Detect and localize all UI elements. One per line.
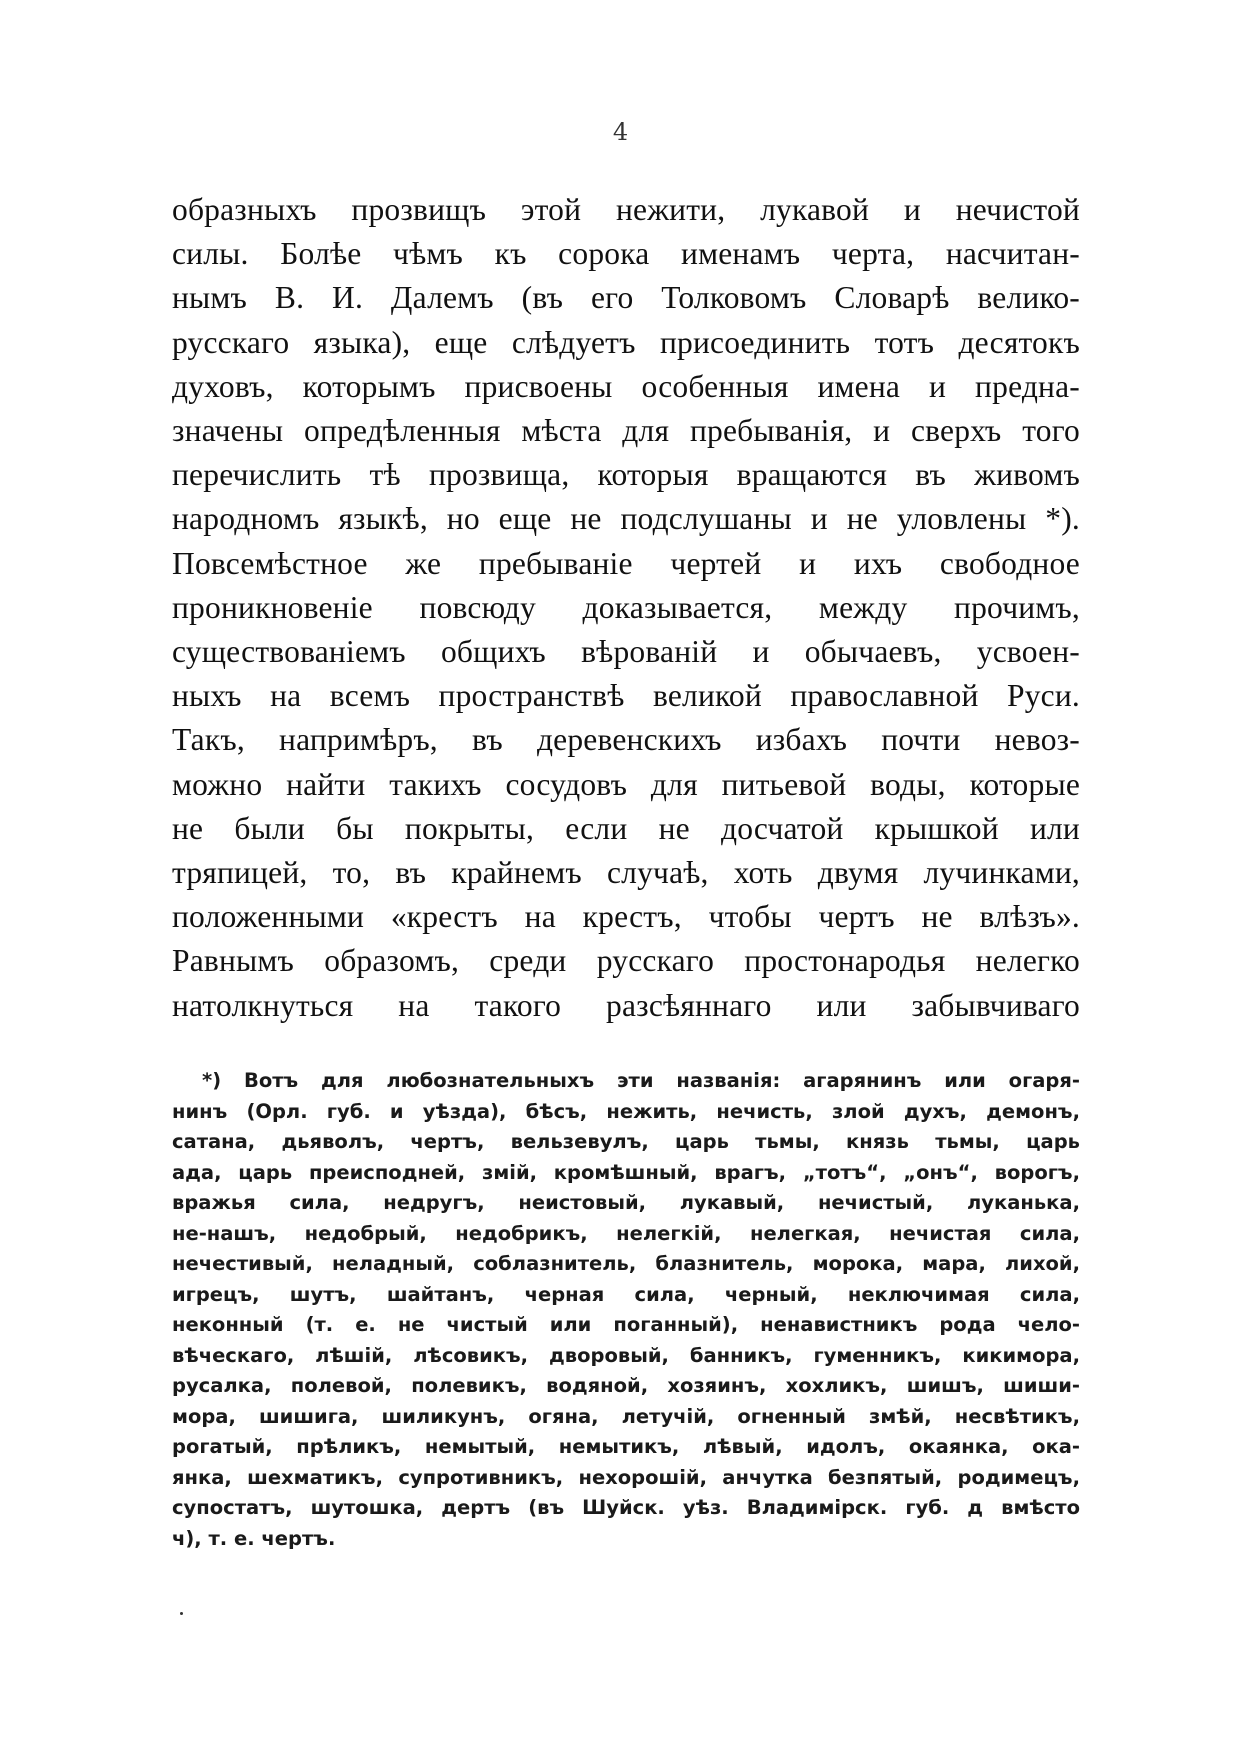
text-line: силы. Болѣе чѣмъ къ сорока именамъ черта, насчитан-	[172, 236, 1080, 272]
footnote-line: неконный (т. е. не чистый или поганный), ненавистникъ рода чело-	[172, 1313, 1080, 1336]
text-line: русскаго языка), еще слѣдуетъ присоединить тотъ десятокъ	[172, 324, 1080, 360]
footnote-line: нинъ (Орл. губ. и уѣзда), бѣсъ, нежить, нечисть, злой духъ, демонъ,	[172, 1099, 1080, 1123]
text-line: Такъ, напримѣръ, въ деревенскихъ избахъ почти невоз-	[172, 722, 1080, 758]
footnote-line: вѣческаго, лѣшій, лѣсовикъ, дворовый, банникъ, гуменникъ, кикимора,	[172, 1343, 1080, 1367]
footnote-line: вражья сила, недругъ, неистовый, лукавый, нечистый, луканька,	[172, 1191, 1080, 1214]
text-line: значены опредѣленныя мѣста для пребыванія, и сверхъ того	[172, 413, 1080, 449]
footnote-line: игрецъ, шутъ, шайтанъ, черная сила, черный, неключимая сила,	[172, 1282, 1080, 1306]
text-line: нымъ В. И. Далемъ (въ его Толковомъ Словарѣ велико-	[172, 280, 1080, 316]
text-line: положенными «крестъ на крестъ, чтобы чертъ не влѣзъ».	[172, 899, 1080, 935]
text-line: Равнымъ образомъ, среди русскаго простонародья нелегко	[172, 943, 1080, 979]
footnote-line: ч), т. е. чертъ.	[172, 1526, 336, 1550]
text-line: перечислить тѣ прозвища, которыя вращаются въ живомъ	[172, 457, 1080, 493]
text-line: духовъ, которымъ присвоены особенныя имена и предна-	[172, 368, 1080, 404]
text-line: тряпицей, то, въ крайнемъ случаѣ, хоть двумя лучинками,	[172, 855, 1080, 891]
page-number: 4	[612, 118, 629, 146]
text-line: образныхъ прозвищъ этой нежити, лукавой и нечистой	[172, 192, 1080, 227]
ink-dot	[180, 1612, 183, 1615]
footnote-line: ада, царь преисподней, змій, кромѣшный, врагъ, „тотъ“, „онъ“, ворогъ,	[172, 1160, 1080, 1184]
footnote	[172, 1066, 1080, 1554]
text-line: существованіемъ общихъ вѣрованій и обычаевъ, усвоен-	[172, 634, 1080, 670]
text-line: народномъ языкѣ, но еще не подслушаны и не уловлены *).	[172, 501, 1080, 537]
footnote-line: не-нашъ, недобрый, недобрикъ, нелегкій, нелегкая, нечистая сила,	[172, 1221, 1080, 1245]
footnote-line: нечестивый, неладный, соблазнитель, блазнитель, морока, мара, лихой,	[172, 1252, 1080, 1275]
footnote-line: сатана, дьяволъ, чертъ, вельзевулъ, царь тьмы, князь тьмы, царь	[172, 1130, 1080, 1153]
footnote-line: *) Вотъ для любознательныхъ эти названія: агарянинъ или огаря-	[202, 1069, 1080, 1092]
footnote-line: янка, шехматикъ, супротивникъ, нехорошій, анчутка безпятый, родимецъ,	[172, 1465, 1080, 1489]
main-text	[172, 188, 1080, 1028]
text-line: можно найти такихъ сосудовъ для питьевой воды, которые	[172, 766, 1080, 802]
footnote-line: рогатый, прѣликъ, немытый, немытикъ, лѣвый, идолъ, окаянка, ока-	[172, 1435, 1080, 1458]
footnote-line: русалка, полевой, полевикъ, водяной, хозяинъ, хохликъ, шишъ, шиши-	[172, 1374, 1080, 1397]
text-line: ныхъ на всемъ пространствѣ великой православной Руси.	[172, 678, 1080, 714]
footnote-line: мора, шишига, шиликунъ, огяна, летучій, огненный змѣй, несвѣтикъ,	[172, 1404, 1080, 1428]
text-line: натолкнуться на такого разсѣяннаго или забывчиваго	[172, 987, 1080, 1023]
footnote-line: супостатъ, шутошка, дертъ (въ Шуйск. уѣз. Владимірск. губ. д вмѣсто	[172, 1496, 1080, 1519]
text-line: не были бы покрыты, если не досчатой крышкой или	[172, 810, 1080, 846]
text-line: проникновеніе повсюду доказывается, между прочимъ,	[172, 589, 1080, 625]
text-line: Повсемѣстное же пребываніе чертей и ихъ свободное	[172, 545, 1080, 581]
